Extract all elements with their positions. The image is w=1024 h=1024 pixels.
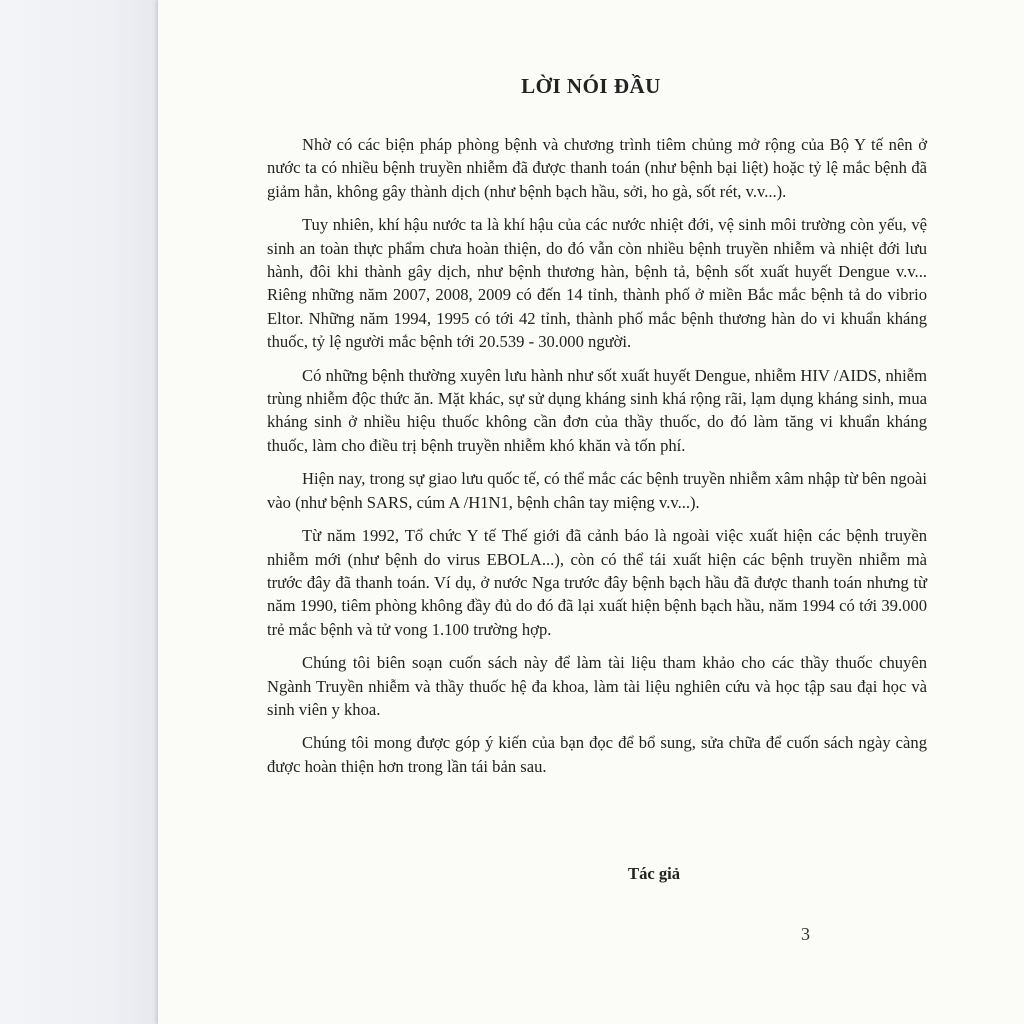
page-title: LỜI NÓI ĐẦU — [521, 74, 661, 98]
page-number: 3 — [801, 924, 810, 944]
paragraph-7: Chúng tôi mong được góp ý kiến của bạn đọc để bổ sung, sửa chữa để cuốn sách ngày càng được hoàn thiện hơn trong lần tái bản sau. — [267, 733, 927, 776]
paragraph-4: Hiện nay, trong sự giao lưu quốc tế, có thể mắc các bệnh truyền nhiễm xâm nhập từ bên ngoài vào (như bệnh SARS, cúm A /H1N1, bệnh chân tay miệng v.v...). — [267, 469, 927, 512]
author-signature: Tác giả — [628, 864, 681, 883]
paragraph-1: Nhờ có các biện pháp phòng bệnh và chương trình tiêm chủng mở rộng của Bộ Y tế nên ở nước ta có nhiều bệnh truyền nhiễm đã được thanh toán (như bệnh bại liệt) hoặc tỷ lệ mắc bệnh đã giảm hẳn, không gây thành dịch (như bệnh bạch hầu, sởi, ho gà, sốt rét, v.v...). — [267, 135, 927, 201]
paragraph-5: Từ năm 1992, Tổ chức Y tế Thế giới đã cảnh báo là ngoài việc xuất hiện các bệnh truyền nhiễm mới (như bệnh do virus EBOLA...), còn có thể tái xuất hiện các bệnh truyền nhiễm mà trước đây đã thanh toán. Ví dụ, ở nước Nga trước đây bệnh bạch hầu đã được thanh toán nhưng từ năm 1990, tiêm phòng không đầy đủ do đó đã lại xuất hiện bệnh bạch hầu, năm 1994 có tới 39.000 trẻ mắc bệnh và tử vong 1.100 trường hợp. — [267, 526, 927, 639]
paragraph-6: Chúng tôi biên soạn cuốn sách này để làm tài liệu tham khảo cho các thầy thuốc chuyên Ngành Truyền nhiễm và thầy thuốc hệ đa khoa, làm tài liệu nghiên cứu và học tập sau đại học và sinh viên y khoa. — [267, 653, 927, 719]
page-body — [267, 133, 927, 788]
paragraph-2: Tuy nhiên, khí hậu nước ta là khí hậu của các nước nhiệt đới, vệ sinh môi trường còn yếu, vệ sinh an toàn thực phẩm chưa hoàn thiện, do đó vẫn còn nhiều bệnh truyền nhiễm và nhiệt đới lưu hành, đôi khi thành gây dịch, như bệnh thương hàn, bệnh tả, bệnh sốt xuất huyết Dengue v.v... Riêng những năm 2007, 2008, 2009 có đến 14 tỉnh, thành phố ở miền Bắc mắc bệnh tả do vibrio Eltor. Những năm 1994, 1995 có tới 42 tỉnh, thành phố mắc bệnh thương hàn do vi khuẩn kháng thuốc, tỷ lệ người mắc bệnh tới 20.539 - 30.000 người. — [267, 215, 927, 352]
book-page — [158, 0, 1024, 1024]
paragraph-3: Có những bệnh thường xuyên lưu hành như sốt xuất huyết Dengue, nhiễm HIV /AIDS, nhiễm trùng nhiễm độc thức ăn. Mặt khác, sự sử dụng kháng sinh khá rộng rãi, lạm dụng kháng sinh, mua kháng sinh ở nhiều hiệu thuốc không cần đơn của thầy thuốc, do đó làm tăng vi khuẩn kháng thuốc, làm cho điều trị bệnh truyền nhiễm khó khăn và tốn phí. — [267, 365, 927, 455]
left-page-gutter — [0, 0, 158, 1024]
